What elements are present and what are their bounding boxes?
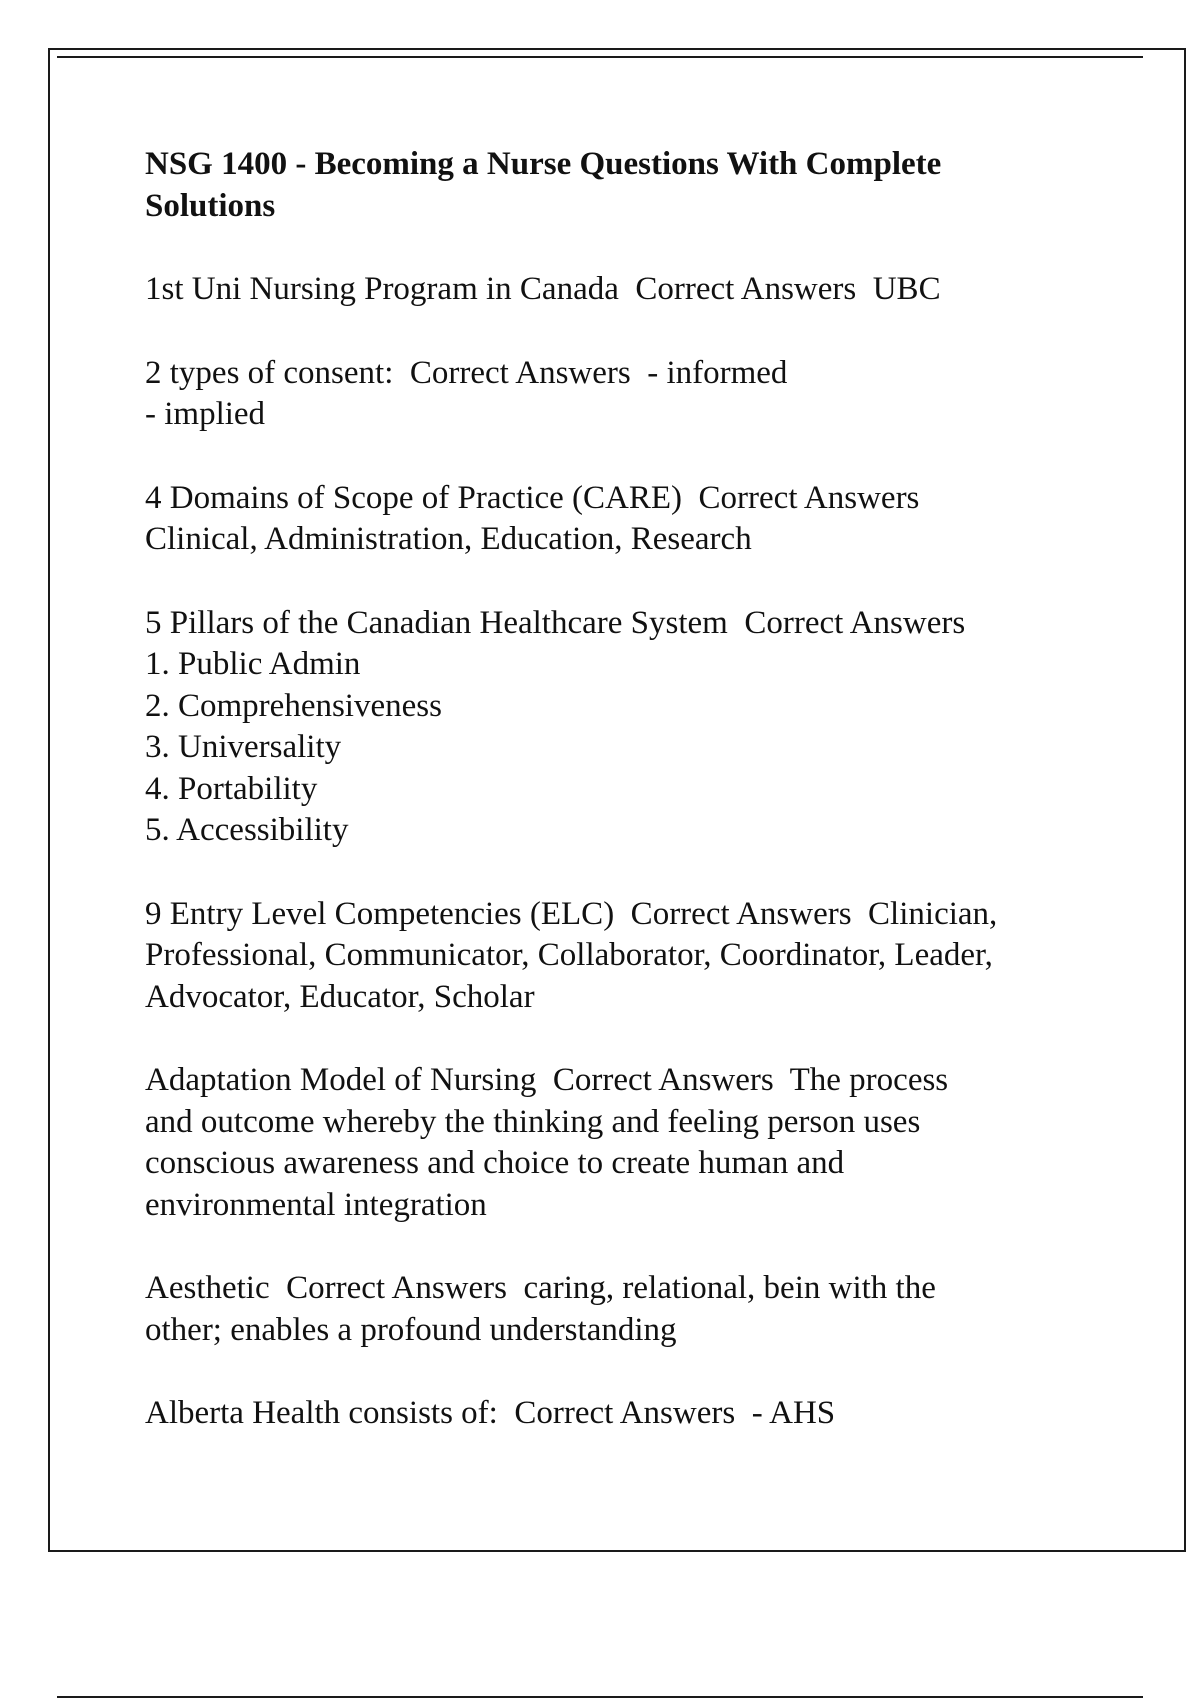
title-line: Solutions	[145, 188, 276, 224]
qa-entry-types-of-consent	[145, 353, 1105, 436]
qa-entry-scope-domains	[145, 478, 1105, 561]
entry-line: 4. Portability	[145, 770, 318, 807]
qa-entry-entry-level-competencies	[145, 894, 1105, 1019]
entry-line: 2 types of consent: Correct Answers - informed	[145, 354, 788, 391]
entry-line: 4 Domains of Scope of Practice (CARE) Correct Answers	[145, 479, 920, 516]
entry-line: 1st Uni Nursing Program in Canada Correct Answers UBC	[145, 271, 941, 307]
entry-line: other; enables a profound understanding	[145, 1311, 677, 1348]
entry-line: Advocator, Educator, Scholar	[145, 978, 535, 1015]
entry-line: Professional, Communicator, Collaborator, Coordinator, Leader,	[145, 937, 993, 973]
qa-entry-aesthetic	[145, 1268, 1105, 1351]
entry-line: 1. Public Admin	[145, 646, 361, 682]
entry-line: 2. Comprehensiveness	[145, 687, 442, 724]
entry-line: conscious awareness and choice to create human and	[145, 1145, 845, 1181]
qa-entry-first-nursing-program	[145, 269, 1105, 311]
entry-line: 5. Accessibility	[145, 812, 349, 848]
bottom-rule	[57, 1696, 1143, 1698]
entry-line: Aesthetic Correct Answers caring, relational, bein with the	[145, 1270, 936, 1306]
qa-entry-adaptation-model	[145, 1060, 1105, 1226]
entry-line: 5 Pillars of the Canadian Healthcare System Correct Answers	[145, 604, 966, 641]
entry-line: Alberta Health consists of: Correct Answers - AHS	[145, 1395, 836, 1431]
title-line: NSG 1400 - Becoming a Nurse Questions With Complete	[145, 146, 942, 182]
entry-line: and outcome whereby the thinking and feeling person uses	[145, 1103, 921, 1140]
entry-line: Adaptation Model of Nursing Correct Answers The process	[145, 1062, 949, 1098]
entry-line: - implied	[145, 396, 266, 432]
document-title	[145, 143, 1105, 227]
qa-entry-healthcare-pillars	[145, 603, 1105, 852]
entry-line: 9 Entry Level Competencies (ELC) Correct Answers Clinician,	[145, 895, 998, 932]
entry-line: environmental integration	[145, 1186, 487, 1223]
entry-line: Clinical, Administration, Education, Research	[145, 521, 752, 557]
entry-line: 3. Universality	[145, 729, 342, 765]
qa-entry-alberta-health	[145, 1393, 1105, 1435]
document-content	[145, 143, 1105, 1477]
